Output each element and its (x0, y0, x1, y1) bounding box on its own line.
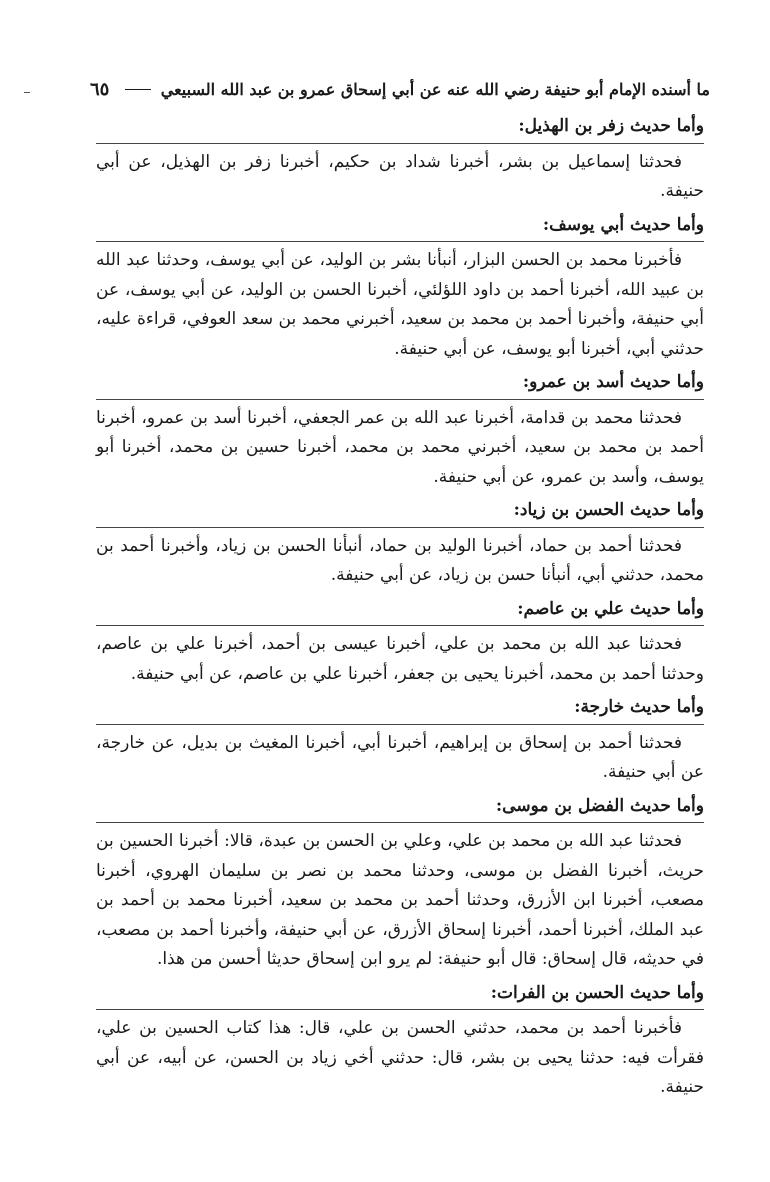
section-ali-ibn-asim (96, 595, 704, 690)
section-text: فحدثنا إسماعيل بن بشر، أخبرنا شداد بن حكيم، أخبرنا زفر بن الهذيل، عن أبي حنيفة. (96, 151, 704, 201)
section-hasan-ibn-ziyad (96, 496, 704, 591)
section-heading: وأما حديث علي بن عاصم: (96, 595, 704, 627)
section-text: فحدثنا عبد الله بن محمد بن علي، وعلي بن الحسن بن عبدة، قالا: أخبرنا الحسين بن حريث، أخبرنا الفضل بن موسى، وحدثنا محمد بن نصر بن سليمان الهروي، أخبرنا مصعب، أخبرنا ابن الأزرق، وحدثنا أحمد بن محمد بن سعيد، أخبرنا محمد بن أحمد بن عبد الملك، أخبرنا أحمد، أخبرنا إسحاق الأزرق، عن أبي حنيفة، وأخبرنا أحمد بن مصعب، في حديثه، قال إسحاق: قال أبو حنيفة: لم يرو ابن إسحاق حديثا أحسن من هذا. (96, 831, 704, 969)
section-text: فحدثنا محمد بن قدامة، أخبرنا عبد الله بن عمر الجعفي، أخبرنا أسد بن عمرو، أخبرنا أحمد بن محمد بن سعيد، أخبرني محمد بن محمد، أخبرنا حسين بن محمد، أخبرنا أبو يوسف، وأسد بن عمرو، عن أبي حنيفة. (96, 407, 704, 487)
section-heading: وأما حديث خارجة: (96, 693, 704, 725)
page-body (96, 112, 704, 1107)
section-heading: وأما حديث الحسن بن زياد: (96, 496, 704, 528)
margin-mark (24, 92, 30, 93)
section-text: فأخبرنا محمد بن الحسن البزار، أنبأنا بشر بن الوليد، عن أبي يوسف، وحدثنا عبد الله بن عبيد الله، أخبرنا أحمد بن داود اللؤلئي، أخبرنا الحسن بن الوليد، عن أبي يوسف، عن أبي حنيفة، وأخبرنا أحمد بن محمد بن سعيد، أخبرني محمد بن سعد العوفي، قراءة عليه، حدثني أبي، أخبرنا أبو يوسف، عن أبي حنيفة. (96, 250, 704, 359)
section-text: فحدثنا عبد الله بن محمد بن علي، أخبرنا عيسى بن أحمد، أخبرنا علي بن عاصم، وحدثنا أحمد بن محمد، أخبرنا يحيى بن جعفر، أخبرنا علي بن عاصم، عن أبي حنيفة. (96, 634, 704, 684)
section-heading: وأما حديث أسد بن عمرو: (96, 368, 704, 400)
section-heading: وأما حديث الفضل بن موسى: (96, 792, 704, 824)
header-rule (125, 89, 150, 90)
section-asad (96, 368, 704, 492)
section-zufar (96, 112, 704, 207)
header-title: ما أسنده الإمام أبو حنيفة رضي الله عنه عن أبي إسحاق عمرو بن عبد الله السبيعي (160, 79, 710, 99)
section-fadl-ibn-musa (96, 792, 704, 975)
running-header (90, 74, 710, 104)
section-text: فأخبرنا أحمد بن محمد، حدثني الحسن بن علي، قال: هذا كتاب الحسين بن علي، فقرأت فيه: حدثنا يحيى بن بشر، قال: حدثني أخي زياد بن الحسن، عن أبيه، عن أبي حنيفة. (96, 1018, 704, 1097)
page-number: ٦٥ (90, 78, 110, 100)
section-heading: وأما حديث الحسن بن الفرات: (96, 979, 704, 1011)
section-heading: وأما حديث أبي يوسف: (96, 211, 704, 243)
section-hasan-ibn-furat (96, 979, 704, 1103)
section-heading: وأما حديث زفر بن الهذيل: (96, 112, 704, 144)
section-kharija (96, 693, 704, 788)
section-text: فحدثنا أحمد بن إسحاق بن إبراهيم، أخبرنا أبي، أخبرنا المغيث بن بديل، عن خارجة، عن أبي حنيفة. (96, 732, 704, 782)
section-abu-yusuf (96, 211, 704, 365)
section-text: فحدثنا أحمد بن حماد، أخبرنا الوليد بن حماد، أنبأنا الحسن بن زياد، وأخبرنا أحمد بن محمد، حدثني أبي، أنبأنا حسن بن زياد، عن أبي حنيفة. (96, 535, 704, 585)
